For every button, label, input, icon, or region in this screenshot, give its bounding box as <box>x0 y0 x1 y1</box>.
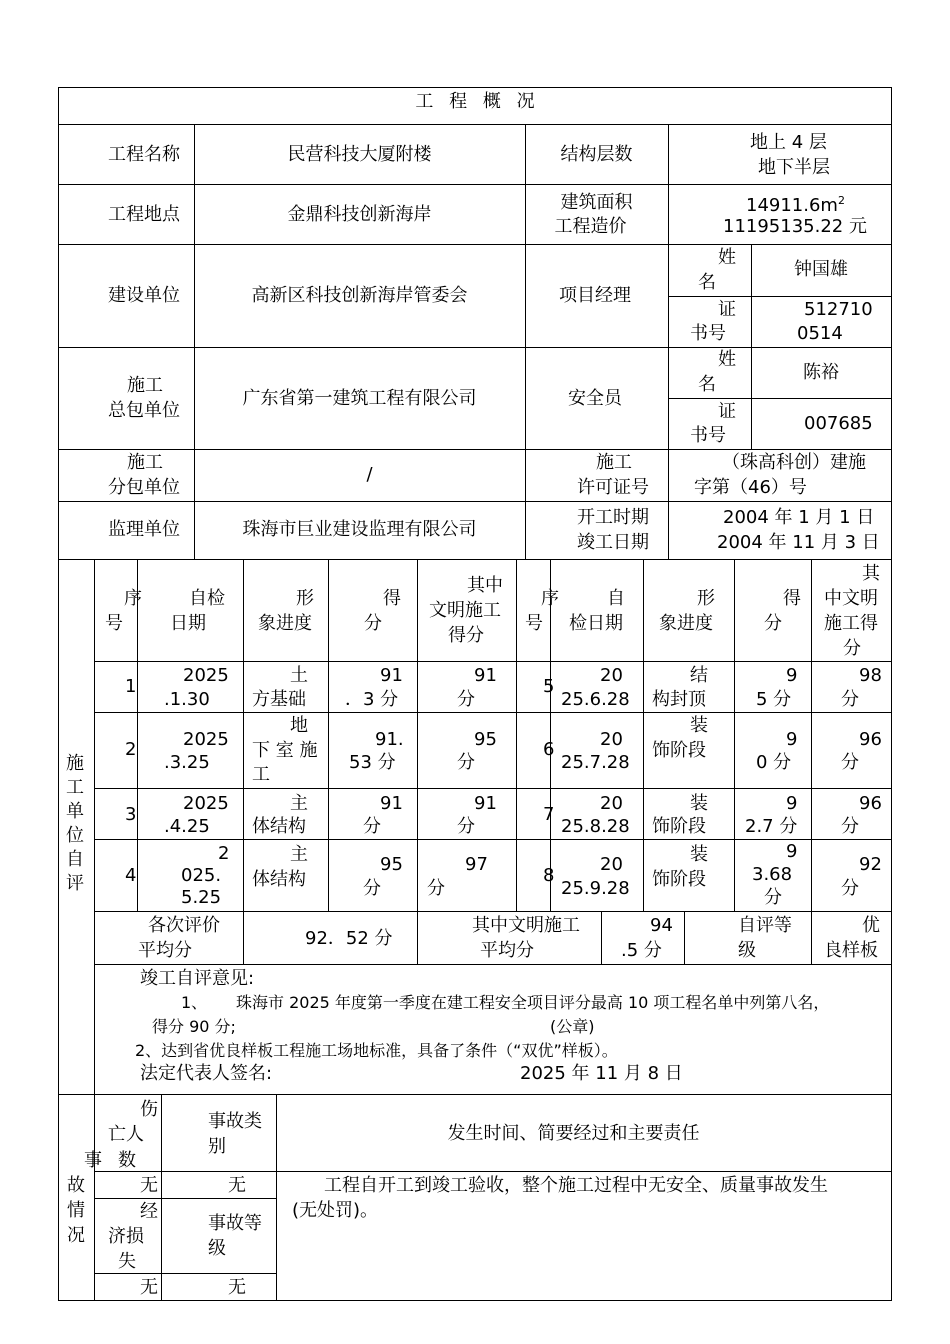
row1-seq: 1 <box>125 676 137 697</box>
accident-type-value: 无 <box>228 1175 246 1196</box>
permit-label-l2: 许可证号 <box>577 477 649 498</box>
row4-seq2: 8 <box>543 865 555 886</box>
grade-label-l2: 级 <box>738 940 756 961</box>
row2-stage2-l2: 饰阶段 <box>652 740 706 761</box>
row4-civ2-l1: 92 <box>859 854 882 875</box>
signature-date: 2025 年 11 月 8 日 <box>520 1063 683 1084</box>
rule <box>58 184 892 185</box>
row2-seq2: 6 <box>543 739 555 760</box>
rule <box>94 788 892 789</box>
opinion-1-cont: 得分 90 分; <box>152 1017 236 1036</box>
pm-name-value: 钟国雄 <box>794 259 848 280</box>
row4-stage-l1: 主 <box>290 844 308 865</box>
row2-stage-l2: 下 室 施 <box>252 740 318 761</box>
pm-name-label-l2: 名 <box>698 272 716 293</box>
rule <box>328 559 329 912</box>
accident-desc-l2: (无处罚)。 <box>292 1200 379 1221</box>
hdr-seq-l1: 序 <box>124 588 142 609</box>
hdr-civ2-l1: 其 <box>862 563 880 584</box>
row3-stage-l2: 体结构 <box>252 816 306 837</box>
sub-label-l1: 施工 <box>127 452 163 473</box>
row2-stage-l3: 工 <box>252 764 270 785</box>
safety-cert-label-l1: 证 <box>718 401 736 422</box>
row1-date-l2: .1.30 <box>164 689 210 710</box>
rule <box>525 124 526 560</box>
row3-date-l2: .4.25 <box>164 816 210 837</box>
row1-stage-l2: 方基础 <box>252 689 306 710</box>
row4-stage-l2: 体结构 <box>252 869 306 890</box>
rule <box>94 1171 892 1172</box>
permit-value-l2: 字第（46）号 <box>694 477 807 498</box>
row3-score-l1: 91 <box>380 793 403 814</box>
pm-cert-value-l2: 0514 <box>797 323 843 344</box>
rule <box>811 559 812 965</box>
rule <box>94 839 892 840</box>
row4-stage2-l1: 装 <box>690 844 708 865</box>
rule <box>137 559 138 912</box>
area-value-number: 14911.6m <box>746 195 838 216</box>
floors-value-line1: 地上 4 层 <box>750 132 827 153</box>
rule <box>94 712 892 713</box>
area-value <box>746 189 845 218</box>
row3-civ-l1: 91 <box>474 793 497 814</box>
row4-seq: 4 <box>125 865 137 886</box>
row4-civ-l1: 97 <box>465 854 488 875</box>
floors-value-line2: 地下半层 <box>758 157 830 178</box>
row2-score2-l2: 0 分 <box>756 752 792 773</box>
rule <box>58 449 892 450</box>
hdr-score2-l2: 分 <box>764 613 782 634</box>
rule <box>668 398 892 399</box>
safety-label: 安全员 <box>568 388 622 409</box>
row4-date2-l2: 25.9.28 <box>561 878 630 899</box>
row1-stage2-l2: 构封顶 <box>652 689 706 710</box>
row2-stage2-l1: 装 <box>690 715 708 736</box>
hdr-civ2-l4: 分 <box>843 638 861 659</box>
loss-label-l1: 经 <box>140 1201 158 1222</box>
loss-value: 无 <box>140 1277 158 1298</box>
row3-date-l1: 2025 <box>183 793 229 814</box>
rule <box>58 347 892 348</box>
signature-label: 法定代表人签名: <box>140 1063 273 1084</box>
row3-date2-l2: 25.8.28 <box>561 816 630 837</box>
row2-score-l2: 53 分 <box>349 752 396 773</box>
avg-value: 92．52 分 <box>305 928 393 949</box>
accident-level-label-l2: 级 <box>208 1238 226 1259</box>
rule <box>58 124 892 125</box>
rule <box>94 911 892 912</box>
safety-name-value: 陈裕 <box>803 362 839 383</box>
grade-value-l1: 优 <box>862 915 880 936</box>
casualty-label-l2: 亡人 <box>108 1124 144 1145</box>
site-value: 金鼎科技创新海岸 <box>287 204 432 225</box>
rule <box>94 661 892 662</box>
start-date: 2004 年 1 月 1 日 <box>723 507 875 528</box>
hdr-seq2-l1: 序 <box>541 588 559 609</box>
cost-label: 工程造价 <box>554 216 627 237</box>
row3-civ2-l1: 96 <box>859 793 882 814</box>
hdr-civ-l2: 文明施工 <box>429 600 501 621</box>
hdr-date-l2: 日期 <box>170 613 206 634</box>
row1-score-l2: ．3 分 <box>345 689 399 710</box>
row1-date-l1: 2025 <box>183 665 229 686</box>
opinion-1-num: 1、 <box>181 993 208 1012</box>
row4-date-l3: 5.25 <box>181 887 222 908</box>
row1-seq2: 5 <box>543 676 555 697</box>
row3-score-l2: 分 <box>363 816 381 837</box>
permit-label-l1: 施工 <box>596 452 632 473</box>
row3-stage2-l1: 装 <box>690 793 708 814</box>
accident-level-label-l1: 事故等 <box>208 1213 262 1234</box>
hdr-stage2-l1: 形 <box>697 588 715 609</box>
row2-civ-l2: 分 <box>457 752 475 773</box>
hdr-score2-l1: 得 <box>783 588 801 609</box>
hdr-seq2-l2: 号 <box>525 613 543 634</box>
row3-score2-l2: 2.7 分 <box>745 816 798 837</box>
row1-civ2-l2: 分 <box>841 689 859 710</box>
loss-label-l3: 失 <box>118 1251 136 1272</box>
row2-civ-l1: 95 <box>474 729 497 750</box>
rule <box>194 124 195 560</box>
rule <box>94 964 892 965</box>
row2-date2-l2: 25.7.28 <box>561 752 630 773</box>
rule <box>516 559 517 912</box>
dates-label-l2: 竣工日期 <box>577 532 649 553</box>
self-eval-side-label <box>66 752 90 896</box>
grade-value-l2: 良样板 <box>824 940 878 961</box>
owner-label: 建设单位 <box>108 285 180 306</box>
area-label: 建筑面积 <box>560 192 633 213</box>
rule <box>417 559 418 965</box>
rule <box>643 559 644 912</box>
row3-civ-l2: 分 <box>457 816 475 837</box>
hdr-score-l2: 分 <box>364 613 382 634</box>
row4-score-l1: 95 <box>380 854 403 875</box>
hdr-civ2-l2: 中文明 <box>824 588 878 609</box>
row3-seq2: 7 <box>543 804 555 825</box>
hdr-stage2-l2: 象进度 <box>659 613 713 634</box>
dates-label-l1: 开工时期 <box>577 507 649 528</box>
gc-label-l2: 总包单位 <box>108 400 180 421</box>
row4-score2-l2: 3.68 <box>752 864 793 885</box>
area-value-unit-sup: 2 <box>837 194 845 207</box>
safety-name-label-l2: 名 <box>698 374 716 395</box>
rule <box>58 244 892 245</box>
grade-label-l1: 自评等 <box>738 915 792 936</box>
row2-score-l1: 91. <box>375 729 404 750</box>
opinion-1-text: 珠海市 2025 年度第一季度在建工程安全项目评分最高 10 项工程名单中列第八名， <box>236 993 830 1012</box>
pm-cert-label-l1: 证 <box>718 299 736 320</box>
accident-desc-label: 发生时间、简要经过和主要责任 <box>447 1123 700 1144</box>
row4-date-l1: 2 <box>218 843 230 864</box>
loss-label-l2: 济损 <box>108 1226 144 1247</box>
opinion-title: 竣工自评意见: <box>140 968 255 989</box>
rule <box>668 296 892 297</box>
row4-date-l2: 025. <box>181 865 222 886</box>
hdr-civ2-l3: 施工得 <box>824 613 878 634</box>
row1-date2-l1: 20 <box>600 665 623 686</box>
rule <box>243 559 244 965</box>
rule <box>684 911 685 965</box>
rule <box>550 559 551 912</box>
row2-civ2-l1: 96 <box>859 729 882 750</box>
accident-desc-l1: 工程自开工到竣工验收，整个施工过程中无安全、质量事故发生 <box>324 1175 828 1196</box>
casualty-value: 无 <box>140 1175 158 1196</box>
hdr-date2-l1: 自 <box>607 588 625 609</box>
sub-value: / <box>366 464 373 485</box>
page-title: 工 程 概 况 <box>415 91 535 112</box>
hdr-seq-l2: 号 <box>105 613 123 634</box>
rule <box>734 559 735 912</box>
table-border-bottom <box>58 1300 892 1301</box>
row2-stage-l1: 地 <box>290 715 308 736</box>
table-border-left <box>58 87 59 1301</box>
rule <box>58 559 892 560</box>
row1-date2-l2: 25.6.28 <box>561 689 630 710</box>
row4-civ-l2: 分 <box>427 878 445 899</box>
hdr-civ-l3: 得分 <box>448 625 484 646</box>
row4-date2-l1: 20 <box>600 854 623 875</box>
seal-label: (公章) <box>550 1017 595 1036</box>
row1-stage2-l1: 结 <box>690 665 708 686</box>
row2-date2-l1: 20 <box>600 729 623 750</box>
civ-avg-label-l2: 平均分 <box>480 940 534 961</box>
hdr-stage-l1: 形 <box>296 588 314 609</box>
accident-side-l1: 事 <box>84 1150 102 1171</box>
project-name-label: 工程名称 <box>108 144 180 165</box>
accident-type-label-l2: 别 <box>208 1136 226 1157</box>
gc-value: 广东省第一建筑工程有限公司 <box>242 388 477 409</box>
row2-seq: 2 <box>125 739 137 760</box>
permit-value-l1: （珠高科创）建施 <box>722 452 866 473</box>
row4-score2-l3: 分 <box>764 887 782 908</box>
avg-label-l1: 各次评价 <box>148 915 220 936</box>
row3-civ2-l2: 分 <box>841 816 859 837</box>
pm-label: 项目经理 <box>559 285 631 306</box>
cost-value: 11195135.22 元 <box>723 216 867 237</box>
floors-label: 结构层数 <box>560 144 633 165</box>
row2-score2-l1: 9 <box>786 729 798 750</box>
hdr-stage-l2: 象进度 <box>258 613 312 634</box>
pm-name-label-l1: 姓 <box>718 247 736 268</box>
row4-score2-l1: 9 <box>786 841 798 862</box>
safety-name-label-l1: 姓 <box>718 349 736 370</box>
supervisor-label: 监理单位 <box>108 519 180 540</box>
rule <box>668 124 669 560</box>
row1-stage-l1: 土 <box>290 665 308 686</box>
table-border-top <box>58 87 892 88</box>
civ-avg-value-l1: 94 <box>650 915 673 936</box>
row3-date2-l1: 20 <box>600 793 623 814</box>
row3-seq: 3 <box>125 804 137 825</box>
accident-type-label-l1: 事故类 <box>208 1111 262 1132</box>
row1-score-l1: 91 <box>380 665 403 686</box>
rule <box>94 1198 277 1199</box>
avg-label-l2: 平均分 <box>138 940 192 961</box>
row2-civ2-l2: 分 <box>841 752 859 773</box>
supervisor-value: 珠海市巨业建设监理有限公司 <box>242 519 477 540</box>
accident-level-value: 无 <box>228 1277 246 1298</box>
rule <box>94 559 95 1301</box>
civ-avg-value-l2: .5 分 <box>621 940 662 961</box>
row3-score2-l1: 9 <box>786 793 798 814</box>
gc-label-l1: 施工 <box>127 375 163 396</box>
hdr-civ-l1: 其中 <box>467 575 503 596</box>
pm-cert-label-l2: 书号 <box>690 323 726 344</box>
row1-civ2-l1: 98 <box>859 665 882 686</box>
row1-civ-l2: 分 <box>457 689 475 710</box>
civ-avg-label-l1: 其中文明施工 <box>472 915 580 936</box>
rule <box>601 911 602 965</box>
accident-side-l2: 故 <box>67 1175 85 1196</box>
project-name-value: 民营科技大厦附楼 <box>287 144 432 165</box>
row1-civ-l1: 91 <box>474 665 497 686</box>
row2-date-l1: 2025 <box>183 729 229 750</box>
end-date: 2004 年 11 月 3 日 <box>717 532 880 553</box>
accident-side-l3: 情 <box>67 1200 85 1221</box>
self-eval-side-text: 施工单位自评 <box>66 753 84 894</box>
opinion-2: 2、达到省优良样板工程施工场地标准，具备了条件（“双优”样板）。 <box>135 1041 618 1060</box>
owner-value: 高新区科技创新海岸管委会 <box>251 285 468 306</box>
rule <box>58 501 892 502</box>
row4-stage2-l2: 饰阶段 <box>652 869 706 890</box>
safety-cert-value: 007685 <box>804 413 873 434</box>
pm-cert-value-l1: 512710 <box>804 299 873 320</box>
safety-cert-label-l2: 书号 <box>690 425 726 446</box>
row3-stage2-l2: 饰阶段 <box>652 816 706 837</box>
rule <box>58 1094 892 1095</box>
hdr-score-l1: 得 <box>383 588 401 609</box>
row3-stage-l1: 主 <box>290 793 308 814</box>
casualty-label-l1: 伤 <box>140 1099 158 1120</box>
row4-score-l2: 分 <box>363 878 381 899</box>
row2-date-l2: .3.25 <box>164 752 210 773</box>
row1-score2-l1: 9 <box>786 665 798 686</box>
casualty-label-l3: 数 <box>118 1150 136 1171</box>
site-label: 工程地点 <box>108 204 180 225</box>
row4-civ2-l2: 分 <box>841 878 859 899</box>
hdr-date-l1: 自检 <box>189 588 225 609</box>
row1-score2-l2: 5 分 <box>756 689 792 710</box>
hdr-date2-l2: 检日期 <box>569 613 623 634</box>
sub-label-l2: 分包单位 <box>108 477 180 498</box>
accident-side-l4: 况 <box>67 1225 85 1246</box>
